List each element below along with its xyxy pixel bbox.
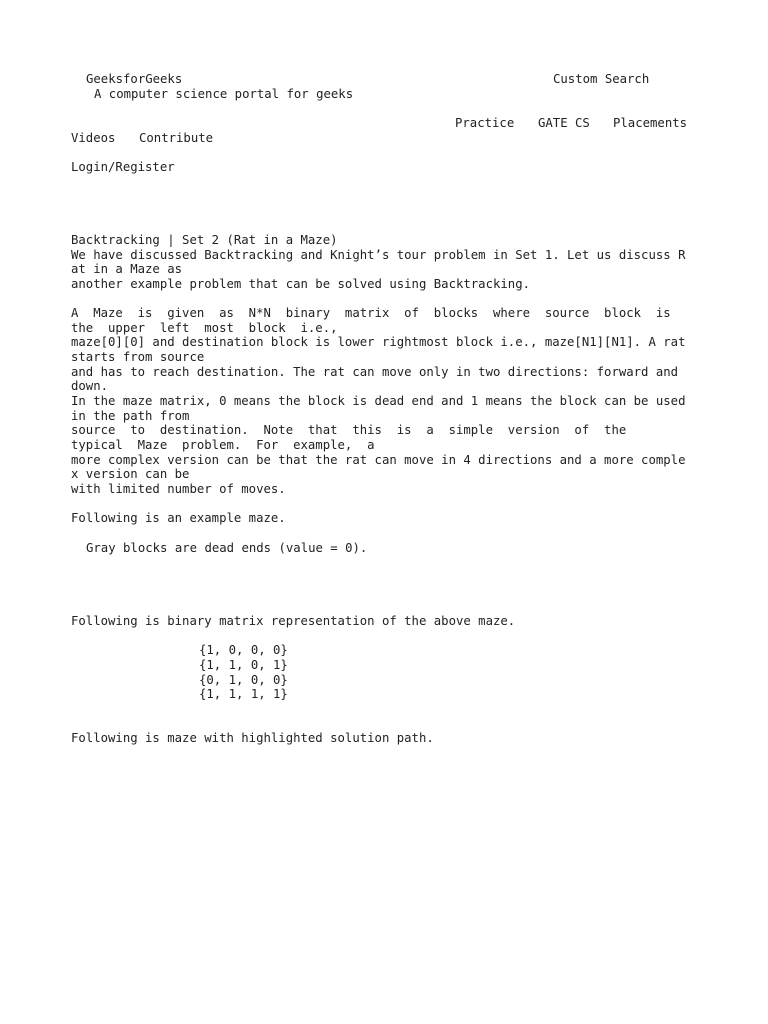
matrix-row: {1, 1, 1, 1}	[199, 687, 288, 701]
site-name[interactable]: GeeksforGeeks	[86, 72, 183, 86]
description-line: x version can be	[71, 467, 190, 481]
nav-gate-cs[interactable]: GATE CS	[538, 116, 590, 130]
nav-practice[interactable]: Practice	[455, 116, 515, 130]
description-line: source to destination. Note that this is a simple version of the	[71, 423, 627, 437]
nav-placements[interactable]: Placements	[613, 116, 688, 130]
description-line: the upper left most block i.e.,	[71, 321, 338, 335]
gray-blocks-note: Gray blocks are dead ends (value = 0).	[86, 541, 368, 555]
login-register-link[interactable]: Login/Register	[71, 160, 175, 174]
article-title: Backtracking | Set 2 (Rat in a Maze)	[71, 233, 338, 247]
description-line: with limited number of moves.	[71, 482, 286, 496]
matrix-row: {0, 1, 0, 0}	[199, 673, 288, 687]
site-tagline: A computer science portal for geeks	[94, 87, 354, 101]
intro-line: another example problem that can be solved using Backtracking.	[71, 277, 531, 291]
description-line: and has to reach destination. The rat can move only in two directions: forward and	[71, 365, 679, 379]
description-line: down.	[71, 379, 109, 393]
matrix-row: {1, 0, 0, 0}	[199, 643, 288, 657]
description-line: starts from source	[71, 350, 205, 364]
nav-videos[interactable]: Videos	[71, 131, 116, 145]
description-line: maze[0][0] and destination block is lower rightmost block i.e., maze[N1][N1]. A rat	[71, 335, 686, 349]
description-line: In the maze matrix, 0 means the block is dead end and 1 means the block can be used	[71, 394, 686, 408]
intro-line: at in a Maze as	[71, 262, 183, 276]
matrix-heading: Following is binary matrix representation of the above maze.	[71, 614, 516, 628]
description-line: typical Maze problem. For example, a	[71, 438, 375, 452]
description-line: more complex version can be that the rat can move in 4 directions and a more comple	[71, 453, 686, 467]
description-line: A Maze is given as N*N binary matrix of blocks where source block is	[71, 306, 671, 320]
custom-search-label[interactable]: Custom Search	[553, 72, 650, 86]
example-heading: Following is an example maze.	[71, 511, 286, 525]
description-line: in the path from	[71, 409, 190, 423]
solution-heading: Following is maze with highlighted solution path.	[71, 731, 434, 745]
nav-contribute[interactable]: Contribute	[139, 131, 214, 145]
intro-line: We have discussed Backtracking and Knight’s tour problem in Set 1. Let us discuss R	[71, 248, 686, 262]
matrix-row: {1, 1, 0, 1}	[199, 658, 288, 672]
